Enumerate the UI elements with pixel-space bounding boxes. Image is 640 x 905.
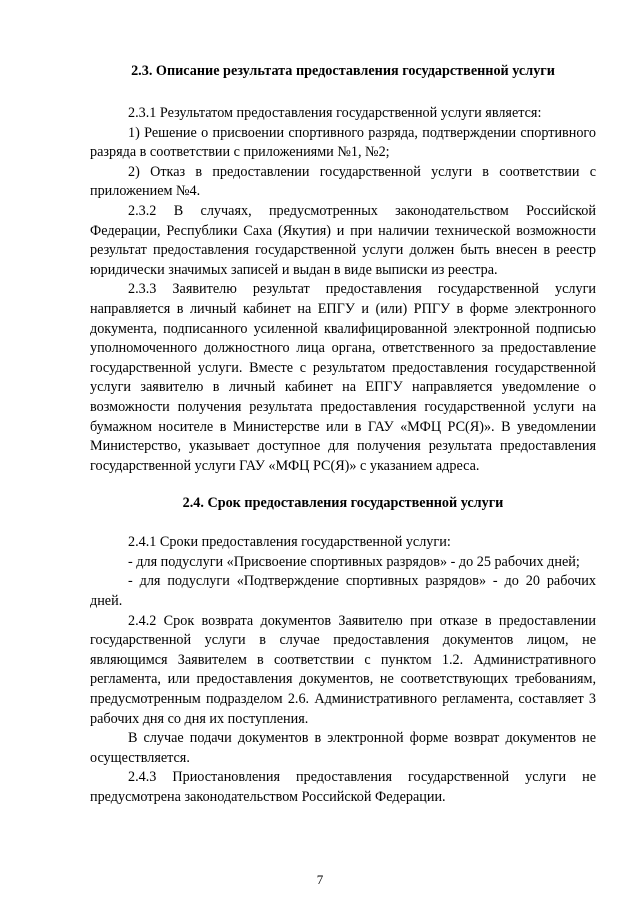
- section-2-4-body: [90, 533, 596, 807]
- paragraph-2-3-3: 2.3.3 Заявителю результат предоставления государственной услуги направляется в личный кабинет на ЕПГУ и (или) РПГУ в форме электронного документа, подписанного усиленной квалифицированной электронной подписью уполномоченного должностного лица органа, ответственного за предоставление государственной услуги. Вместе с результатом предоставления государственной услуги заявителю в личный кабинет на ЕПГУ направляется уведомление о возможности получения результата предоставления государственной услуги на бумажном носителе в Министерстве или в ГАУ «МФЦ РС(Я)». В уведомлении Министерство, указывает доступное для получения результата предоставления государственной услуги ГАУ «МФЦ РС(Я)» с указанием адреса.: [90, 281, 596, 474]
- page-number: 7: [316, 872, 324, 887]
- paragraph-2-3-1: 2.3.1 Результатом предоставления государственной услуги является:: [128, 105, 542, 121]
- paragraph-2-4-1-item-1: - для подуслуги «Присвоение спортивных разрядов» - до 25 рабочих дней;: [128, 553, 580, 570]
- paragraph-2-4-1: 2.4.1 Сроки предоставления государственной услуги:: [128, 534, 451, 551]
- paragraph-2-4-2: 2.4.2 Срок возврата документов Заявителю при отказе в предоставлении государственной услуги в случае предоставления документов лицом, не являющимся Заявителем в соответствии с пунктом 1.2. Административного регламента, или предоставления документов, не соответствующих требованиям, предусмотренным подразделом 2.6. Административного регламента, составляет 3 рабочих дня со дня их поступления.: [90, 612, 596, 727]
- paragraph-2-3-1-item-1: 1) Решение о присвоении спортивного разряда, подтверждении спортивного разряда в соответствии с приложениями №1, №2;: [90, 124, 596, 161]
- section-2-3-body: [90, 104, 596, 476]
- document-page: [90, 62, 596, 808]
- paragraph-2-4-1-item-2: - для подуслуги «Подтверждение спортивных разрядов» - до 20 рабочих дней.: [90, 573, 596, 610]
- paragraph-2-4-2-note: В случае подачи документов в электронной форме возврат документов не осуществляется.: [90, 730, 596, 766]
- paragraph-2-3-2: 2.3.2 В случаях, предусмотренных законодательством Российской Федерации, Республики Саха (Якутия) и при наличии технической возможности результат предоставления государственной услуги должен быть внесен в реестр юридически значимых записей и выдан в виде выписки из реестра.: [90, 202, 596, 278]
- paragraph-2-3-1-item-2: 2) Отказ в предоставлении государственной услуги в соответствии с приложением №4.: [90, 163, 596, 200]
- paragraph-2-4-3: 2.4.3 Приостановления предоставления государственной услуги не предусмотрена законодательством Российской Федерации.: [90, 769, 596, 805]
- section-2-3-heading: 2.3. Описание результата предоставления государственной услуги: [131, 63, 555, 79]
- section-2-4-heading: 2.4. Срок предоставления государственной услуги: [182, 495, 504, 512]
